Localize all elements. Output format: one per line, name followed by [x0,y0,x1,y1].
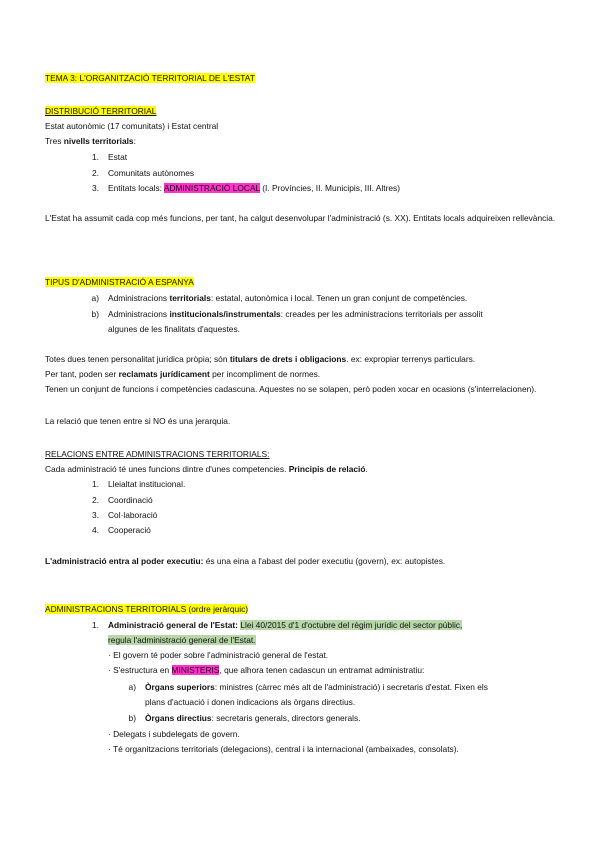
list-item: Estat [108,152,128,162]
list-item: Col·laboració [108,510,158,520]
highlight-administracio-local: ADMINISTRACIÓ LOCAL [163,183,260,193]
text-line: Cada administració té unes funcions dintre d'unes competencies. Principis de relació. [45,464,368,474]
list-item: Comunitats autònomes [108,168,195,178]
list-number: 1. [92,620,99,630]
paragraph: Tenen un conjunt de funcions i competències cadascuna. Aquestes no se solapen, però poden xocar en ocasions (s'interrelacionen). [45,384,537,394]
list-item: Entitats locals: ADMINISTRACIÓ LOCAL (I. Províncies, II. Municipis, III. Altres) [108,183,400,193]
list-item: Administracions territorials: estatal, autonòmica i local. Tenen un gran conjunt de competències. [108,293,468,303]
list-item: Administració general de l'Estat: Llei 40/2015 d'1 d'octubre del règim jurídic del sector públic, [108,620,463,630]
list-item: Coordinació [108,495,153,505]
list-number: 1. [92,152,99,162]
list-item: Òrgans directius: secretaris generals, directors generals. [145,713,361,723]
list-number: 3. [92,183,99,193]
list-number: 1. [92,479,99,489]
section-heading-distribucio: DISTRIBUCIÓ TERRITORIAL [45,106,157,116]
text-line: La relació que tenen entre si NO és una jerarquia. [45,416,231,426]
text-line: Per tant, poden ser reclamats jurídicament per incompliment de normes. [45,369,321,379]
list-number: 2. [92,495,99,505]
list-number: 4. [92,525,99,535]
list-number: 3. [92,510,99,520]
text-line: Totes dues tenen personalitat jurídica pròpia; són titulars de drets i obligacions. ex: expropiar terrenys particulars. [45,354,476,364]
detail-line: · Té organitzacions territorials (delegacions), central i la internacional (ambaixades, consolats). [108,744,459,754]
paragraph: L'Estat ha assumit cada cop més funcions, per tant, ha calgut desenvolupar l'administració (s. XX). Entitats locals adquireixen rellevància. [45,213,556,223]
text-line: L'administració entra al poder executiu: és una eina a l'abast del poder executiu (govern), ex: autopistes. [45,556,446,566]
list-item-continuation: algunes de les finalitats d'aquestes. [108,324,240,334]
section-heading-administracions: ADMINISTRACIONS TERRITORIALS (ordre jeràrquic) [45,604,249,614]
highlight-ministeris: MINISTERIS [171,665,220,675]
document-title: TEMA 3: L'ORGANITZACIÓ TERRITORIAL DE L'ESTAT [45,73,255,83]
detail-line: · Delegats i subdelegats de govern. [108,729,240,739]
list-letter: b) [91,309,99,319]
list-item: Lleialtat institucional. [108,479,186,489]
detail-line: · El govern té poder sobre l'administració general de l'estat. [108,650,329,660]
list-letter: a) [91,293,99,303]
section-heading-relacions: RELACIONS ENTRE ADMINISTRACIONS TERRITORIALS: [45,449,270,459]
list-item: Cooperació [108,525,151,535]
section-heading-tipus: TIPUS D'ADMINISTRACIÓ A ESPANYA [45,277,194,287]
detail-line: · S'estructura en MINISTERIS, que alhora tenen cadascun un entramat administratiu: [108,665,425,675]
list-letter: a) [128,682,136,692]
list-item: Òrgans superiors: ministres (càrrec més alt de l'administració) i secretaris d'estat. Fixen els [145,682,488,692]
list-number: 2. [92,168,99,178]
highlight-llei: Llei 40/2015 d'1 d'octubre del règim jurídic del sector públic, [240,620,463,630]
list-item-continuation: plans d'actuació i donen indicacions als òrgans directius. [145,697,356,707]
text-line: Tres nivells territorials: [45,136,136,146]
list-item-continuation: regula l'administració general de l'Estat. [108,635,256,645]
text-line: Estat autonòmic (17 comunitats) i Estat central [45,121,219,131]
list-letter: b) [128,713,136,723]
list-item: Administracions institucionals/instrumentals: creades per les administracions territorials per assolit [108,309,483,319]
